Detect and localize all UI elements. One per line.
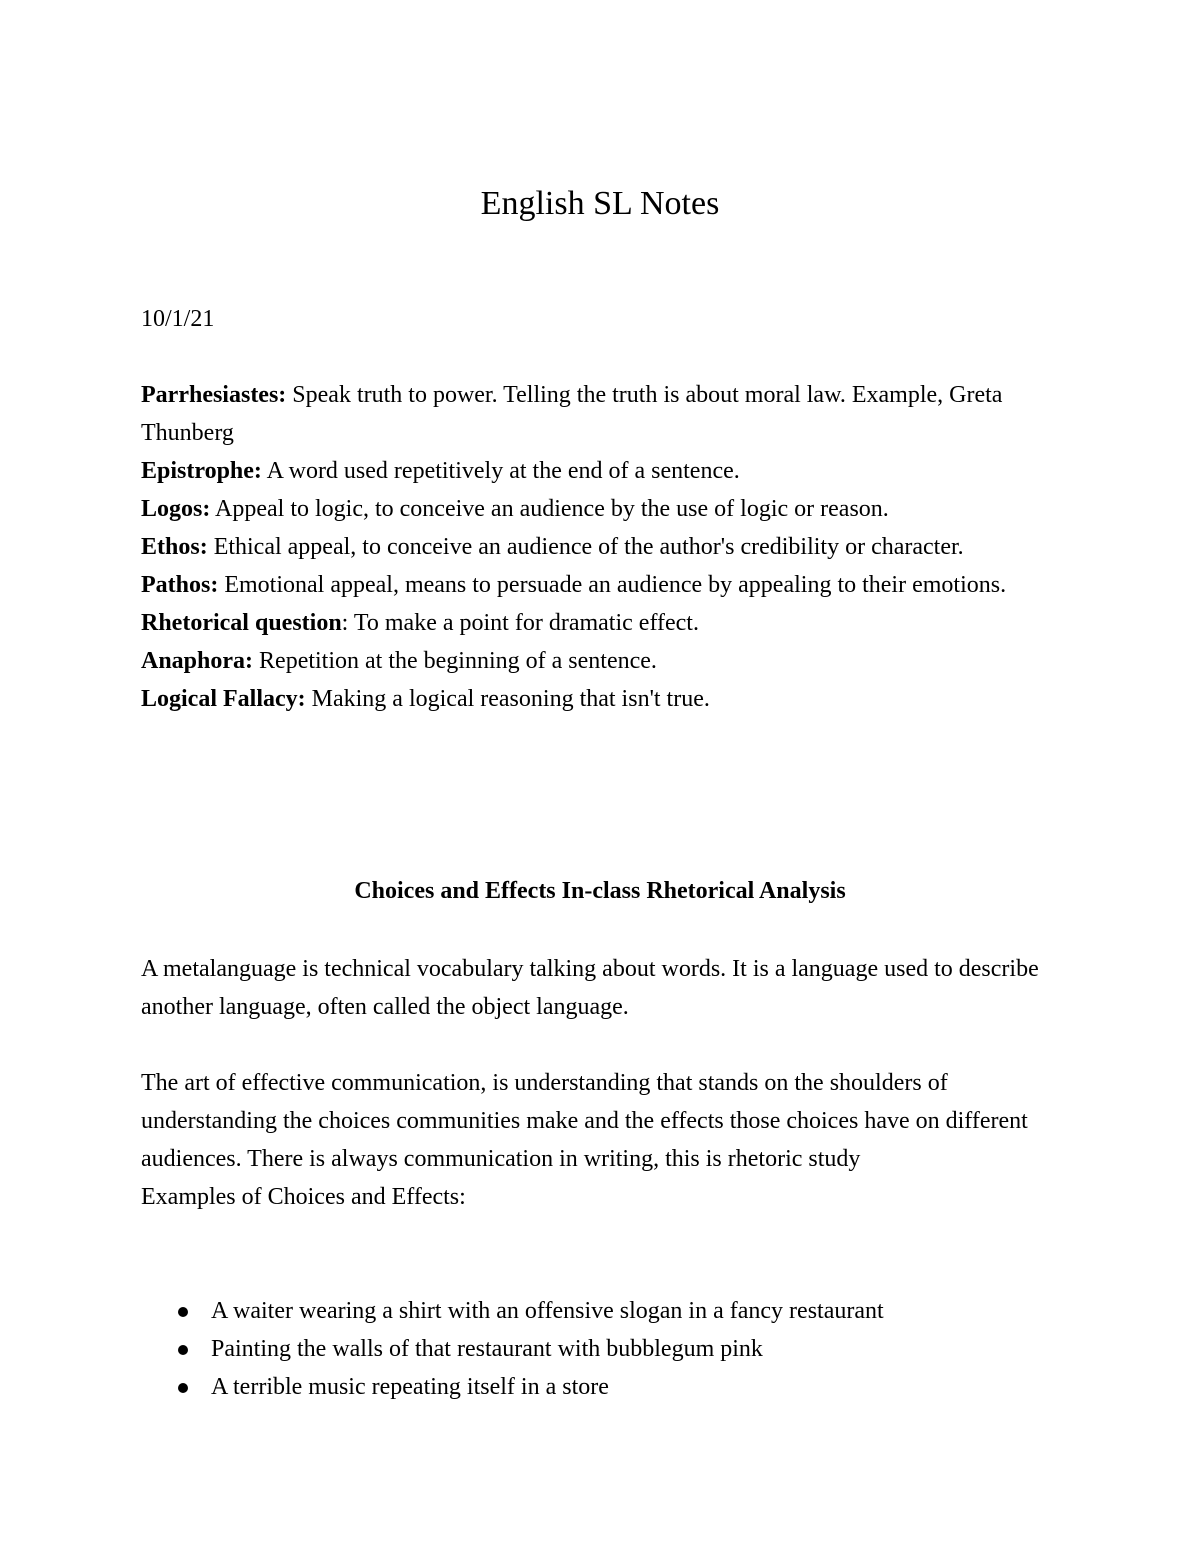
metalanguage-paragraph bbox=[141, 950, 1071, 1026]
term-name: Ethos: bbox=[141, 534, 208, 560]
section-title: Choices and Effects In-class Rhetorical Analysis bbox=[354, 878, 846, 904]
term-name: Logos: bbox=[141, 496, 211, 522]
terms-list bbox=[141, 376, 1071, 718]
term-definition: Speak truth to power. Telling the truth is about moral law. Example, Greta Thunberg bbox=[141, 382, 1003, 446]
list-item-text: A waiter wearing a shirt with an offensive slogan in a fancy restaurant bbox=[211, 1298, 884, 1324]
term-definition: Ethical appeal, to conceive an audience of the author's credibility or character. bbox=[207, 534, 964, 560]
term-definition: : To make a point for dramatic effect. bbox=[341, 610, 699, 636]
term-definition: Emotional appeal, means to persuade an audience by appealing to their emotions. bbox=[218, 572, 1007, 598]
term-definition: Making a logical reasoning that isn't true. bbox=[305, 686, 710, 712]
term-entry bbox=[141, 528, 1071, 566]
date-line: 10/1/21 bbox=[141, 306, 215, 332]
term-definition: Repetition at the beginning of a sentence. bbox=[253, 648, 657, 674]
term-name: Anaphora: bbox=[141, 648, 254, 674]
bullet-icon bbox=[178, 1383, 188, 1393]
list-item bbox=[141, 1368, 1071, 1406]
page-title: English SL Notes bbox=[480, 185, 720, 222]
examples-heading: Examples of Choices and Effects: bbox=[141, 1184, 466, 1210]
term-name: Epistrophe: bbox=[141, 458, 262, 484]
bullet-icon bbox=[178, 1345, 188, 1355]
bullet-icon bbox=[178, 1307, 188, 1317]
term-definition: Appeal to logic, to conceive an audience by the use of logic or reason. bbox=[210, 496, 889, 522]
term-entry bbox=[141, 490, 1071, 528]
communication-paragraph bbox=[141, 1064, 1071, 1216]
list-item-text: A terrible music repeating itself in a store bbox=[211, 1374, 609, 1400]
examples-list bbox=[141, 1292, 1071, 1406]
term-name: Logical Fallacy: bbox=[141, 686, 306, 712]
term-definition: A word used repetitively at the end of a sentence. bbox=[261, 458, 740, 484]
term-entry bbox=[141, 376, 1071, 452]
term-entry bbox=[141, 604, 1071, 642]
term-entry bbox=[141, 642, 1071, 680]
term-entry bbox=[141, 452, 1071, 490]
term-name: Parrhesiastes: bbox=[141, 382, 287, 408]
list-item bbox=[141, 1292, 1071, 1330]
list-item-text: Painting the walls of that restaurant with bubblegum pink bbox=[211, 1336, 763, 1362]
term-entry bbox=[141, 566, 1071, 604]
term-name: Pathos: bbox=[141, 572, 219, 598]
paragraph-text: A metalanguage is technical vocabulary talking about words. It is a language used to describe another language, often called the object language. bbox=[141, 956, 1039, 1020]
term-entry bbox=[141, 680, 1071, 718]
term-name: Rhetorical question bbox=[141, 610, 342, 636]
list-item bbox=[141, 1330, 1071, 1368]
paragraph-text: The art of effective communication, is understanding that stands on the shoulders of understanding the choices communities make and the effects those choices have on different audiences. There is always communication in writing, this is rhetoric study bbox=[141, 1070, 1028, 1172]
